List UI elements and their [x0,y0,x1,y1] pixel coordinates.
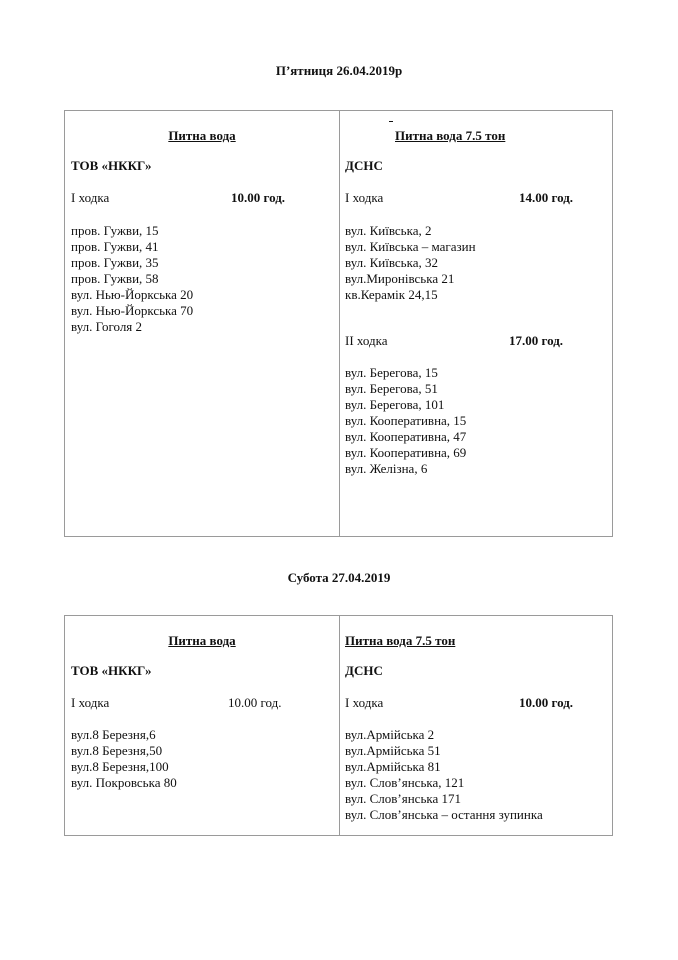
list-item: вул. Київська – магазин [345,239,476,254]
organization-name: ТОВ «НККГ» [71,158,152,173]
list-item: вул. Кооперативна, 47 [345,429,467,444]
list-item: вул. Київська, 2 [345,223,432,238]
list-item: пров. Гужви, 58 [71,271,159,286]
schedule-table-friday [64,110,613,537]
list-item: вул. Кооперативна, 69 [345,445,467,460]
list-item: вул.Армійська 2 [345,727,435,742]
day-title-saturday: Субота 27.04.2019 [287,570,391,585]
list-item: пров. Гужви, 35 [71,255,159,270]
list-item: вул.8 Березня,50 [71,743,163,758]
list-item: вул. Нью-Йоркська 20 [71,287,194,302]
list-item: пров. Гужви, 41 [71,239,159,254]
list-item: вул.8 Березня,100 [71,759,169,774]
column-heading: Питна вода 7.5 тон [395,128,506,143]
organization-name: ТОВ «НККГ» [71,663,152,678]
column-heading: Питна вода [168,633,236,648]
list-item: вул. Слов’янська, 121 [345,775,465,790]
schedule-column-left [65,616,340,835]
trip-time: 10.00 год. [231,190,286,205]
trip-time: 17.00 год. [509,333,564,348]
list-item: вул. Київська, 32 [345,255,438,270]
list-item: пров. Гужви, 15 [71,223,159,238]
schedule-column-right [339,616,612,835]
trip-time: 10.00 год. [228,695,282,710]
list-item: вул. Кооперативна, 15 [345,413,467,428]
address-list [345,365,466,477]
stray-dash [389,121,393,122]
trip-label: І ходка [345,190,384,205]
list-item: вул.Армійська 51 [345,743,441,758]
list-item: вул.Миронівська 21 [345,271,455,286]
column-heading: Питна вода 7.5 тон [345,633,456,648]
address-list [71,223,193,335]
organization-name: ДСНС [345,158,383,173]
trip-label: І ходка [345,695,384,710]
list-item: вул. Слов’янська – остання зупинка [345,807,543,822]
trip-label: ІІ ходка [345,333,388,348]
list-item: вул. Нью-Йоркська 70 [71,303,194,318]
list-item: вул. Берегова, 51 [345,381,438,396]
list-item: вул. Берегова, 15 [345,365,438,380]
list-item: вул. Желізна, 6 [345,461,428,476]
list-item: вул. Покровська 80 [71,775,177,790]
list-item: вул. Гоголя 2 [71,319,143,334]
list-item: вул. Берегова, 101 [345,397,445,412]
day-title-friday: П’ятниця 26.04.2019р [275,63,403,78]
list-item: вул.8 Березня,6 [71,727,156,742]
address-list [345,223,476,303]
schedule-column-right [339,111,612,536]
organization-name: ДСНС [345,663,383,678]
list-item: вул.Армійська 81 [345,759,441,774]
address-list [71,727,177,791]
address-list [345,727,543,823]
list-item: вул. Слов’янська 171 [345,791,462,806]
trip-time: 14.00 год. [519,190,574,205]
trip-label: І ходка [71,190,110,205]
schedule-column-left [65,111,340,536]
list-item: кв.Керамік 24,15 [345,287,438,302]
schedule-table-saturday [64,615,613,836]
trip-label: І ходка [71,695,110,710]
trip-time: 10.00 год. [519,695,574,710]
column-heading: Питна вода [168,128,236,143]
